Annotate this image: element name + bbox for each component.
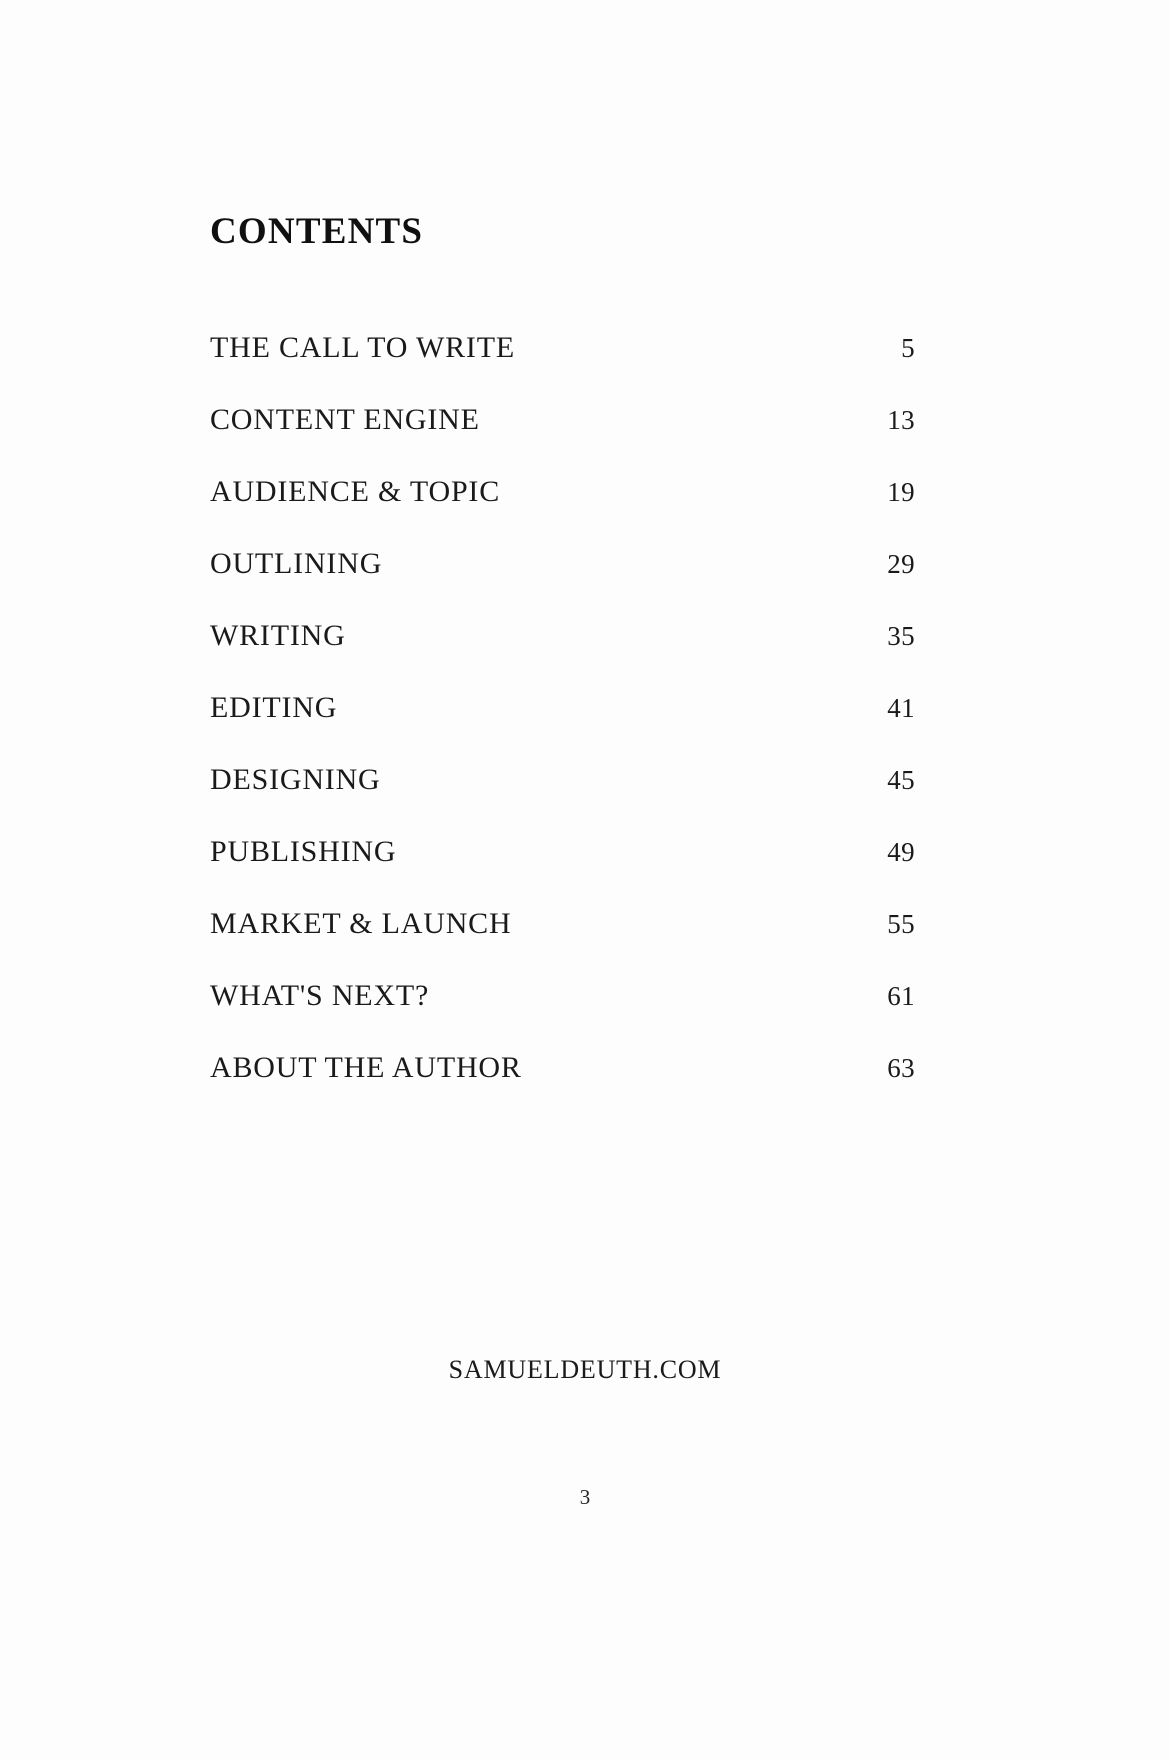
toc-entry-page: 49 [887,837,915,867]
toc-entry-page: 45 [887,765,915,795]
toc-entry-page: 19 [887,477,915,507]
table-of-contents [210,210,970,1123]
toc-entry-page: 63 [887,1053,915,1083]
toc-entry-label: CONTENT ENGINE [210,403,480,436]
list-item[interactable] [210,475,915,509]
toc-entry-label: DESIGNING [210,763,381,796]
list-item[interactable] [210,979,915,1013]
list-item[interactable] [210,835,915,869]
toc-entry-page: 5 [901,333,915,363]
toc-entry-label: AUDIENCE & TOPIC [210,475,501,508]
toc-entry-page: 41 [887,693,915,723]
list-item[interactable] [210,331,915,365]
toc-entry-page: 13 [887,405,915,435]
toc-entry-label: OUTLINING [210,547,383,580]
page-number: 3 [579,1485,591,1509]
list-item[interactable] [210,691,915,725]
toc-entry-label: PUBLISHING [210,835,397,868]
list-item[interactable] [210,907,915,941]
page-title: CONTENTS [210,211,424,252]
toc-entry-label: ABOUT THE AUTHOR [210,1051,522,1084]
toc-entry-label: THE CALL TO WRITE [210,331,515,364]
list-item[interactable] [210,619,915,653]
toc-entry-page: 35 [887,621,915,651]
list-item[interactable] [210,1051,915,1085]
list-item[interactable] [210,763,915,797]
list-item[interactable] [210,403,915,437]
toc-entry-label: MARKET & LAUNCH [210,907,512,940]
toc-list [210,331,915,1085]
list-item[interactable] [210,547,915,581]
toc-entry-label: EDITING [210,691,338,724]
toc-entry-label: WRITING [210,619,346,652]
toc-entry-page: 29 [887,549,915,579]
toc-entry-label: WHAT'S NEXT? [210,979,430,1012]
toc-entry-page: 55 [887,909,915,939]
footer-website: SAMUELDEUTH.COM [448,1355,722,1384]
toc-entry-page: 61 [887,981,915,1011]
